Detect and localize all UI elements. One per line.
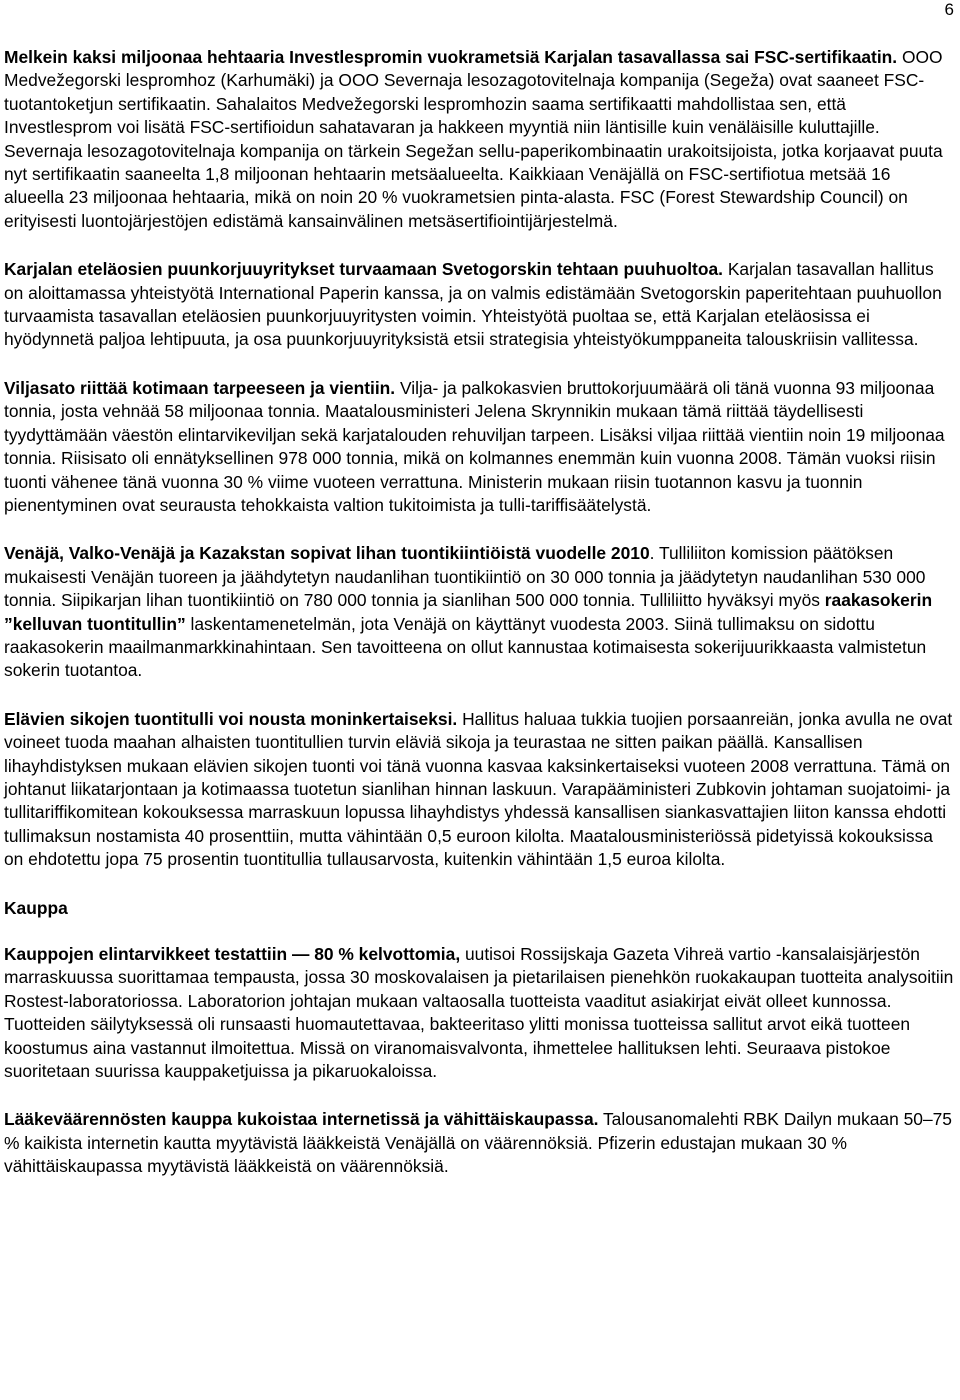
article-text: Vilja- ja palkokasvien bruttokorjuumäärä oli tänä vuonna 93 miljoonaa tonnia, josta vehnää 58 miljoonaa tonnia. Maatalousministeri Jelena Skrynnikin mukaan tämä riittää täydellisesti tyydyttämään väestön elintarvikeviljan sekä karjatalouden rehuviljan tarpeen. Lisäksi viljaa riittää vientiin noin 19 miljoonaa tonnia. Riisisato oli ennätyksellinen 978 000 tonnia, mikä on kolmannes enemmän kuin vuonna 2008. Tämän vuoksi riisin tuonti vähenee tänä vuonna 30 % viime vuoteen verrattuna. Ministerin mukaan riisin tuotannon kasvu ja tuonnin pienentyminen ovat seurausta tehokkaista valtion tukitoimista ja tulli-tariffisäätelystä. <box>4 377 945 515</box>
article-text: Talousanomalehti RBK Dailyn mukaan 50–75 % kaikista internetin kautta myytävistä lääkkeistä Venäjällä on väärennöksiä. Pfizerin edustajan mukaan 30 % vähittäiskaupassa myytävistä lääkkeistä on väärennöksiä. <box>4 1109 952 1177</box>
article-text: Karjalan tasavallan hallitus on aloittamassa yhteistyötä International Paperin kanssa, ja on valmis edistämään Svetogorskin paperitehtaan puuhuollon turvaamista tasavallan eteläosien puunkorjuuyritysten voimin. Yhteistyötä puoltaa se, että Karjalan eteläosissa ei hyödynnetä paljoa lehtipuuta, ja osa puunkorjuuyrityksistä etsii strategisia yhteistyökumppaneita talouskriisin vallitessa. <box>4 259 942 350</box>
article-text-continued: laskentamenetelmän, jota Venäjä on käyttänyt vuodesta 2003. Siinä tullimaksu on sidottu raakasokerin maailmanmarkkinahintaan. Sen tavoitteena on ollut kannustaa kotimaisesta sokerijuurikkaasta valmistetun sokerin tuotantoa. <box>4 613 927 681</box>
article-text: uutisoi Rossijskaja Gazeta Vihreä vartio -kansalaisjärjestön marraskuussa suorittamaa tempausta, jossa 30 moskovalaisen ja pietarilaisen pienehkön ruokakaupan tuotteita analysoitiin Rostest-laboratoriossa. Laboratorion johtajan mukaan valtaosalla tuotteista vaaditut asiakirjat eivät olleet kunnossa. Tuotteiden säilytyksessä oli runsaasti huomautettavaa, bakteeritaso ylitti monissa tuotteissa sallitut arvot eikä tuotteen koostumus aina vastannut ilmoitettua. Missä on viranomaisvalvonta, ihmettelee hallituksen lehti. Seuraava pistokoe suoritetaan suurissa kauppaketjuissa ja pikaruokaloissa. <box>4 944 954 1082</box>
article-counterfeit-drugs <box>4 1108 954 1178</box>
document-body <box>4 46 954 1179</box>
page-number: 6 <box>944 0 954 19</box>
article-headline: Viljasato riittää kotimaan tarpeeseen ja vientiin. <box>4 377 396 398</box>
article-grain-harvest <box>4 377 954 517</box>
article-headline: Venäjä, Valko-Venäjä ja Kazakstan sopivat lihan tuontikiintiöistä vuodelle 2010 <box>4 543 650 564</box>
article-text: OOO Medvežegorski lespromhoz (Karhumäki) ja OOO Severnaja lesozagotovitelnaja kompanija (Segeža) ovat saaneet FSC-tuotantoketjun sertifikaatin. Sahalaitos Medvežegorski lespromhozin saama sertifikaatti mahdollistaa sen, että Investlesprom voi lisätä FSC-sertifioidun sahatavaran ja hakkeen myyntiä niin läntisille kuin venäläisille kuluttajille. Severnaja lesozagotovitelnaja kompanija on tärkein Segežan sellu-paperikombinaatin urakoitsijoista, jotka korjaavat puuta nyt sertifikaatin saaneelta 1,8 miljoonan hehtaarin metsäalueelta. Kaikkiaan Venäjällä on FSC-sertifiotua metsää 16 alueella 23 miljoonaa hehtaaria, mikä on noin 20 % vuokrametsien pinta-alasta. FSC (Forest Stewardship Council) on erityisesti luontojärjestöjen edistämä kansainvälinen metsäsertifiointijärjestelmä. <box>4 47 943 231</box>
section-heading: Kauppa <box>4 897 68 918</box>
article-pig-tariff <box>4 708 954 872</box>
article-karelia-logging <box>4 258 954 352</box>
article-headline: Lääkeväärennösten kauppa kukoistaa internetissä ja vähittäiskaupassa. <box>4 1109 599 1130</box>
section-heading-kauppa <box>4 897 954 920</box>
article-headline: Elävien sikojen tuontitulli voi nousta moninkertaiseksi. <box>4 708 458 729</box>
inline-bold-term: raakasokerin ”kelluvan tuontitullin” <box>4 590 933 634</box>
article-food-testing <box>4 943 954 1083</box>
article-fsc-certification <box>4 46 954 233</box>
article-meat-quotas <box>4 542 954 682</box>
article-headline: Melkein kaksi miljoonaa hehtaaria Investlespromin vuokrametsiä Karjalan tasavallassa sai FSC-sertifikaatin. <box>4 47 898 67</box>
article-headline: Kauppojen elintarvikkeet testattiin — 80 % kelvottomia, <box>4 944 461 964</box>
article-text: . Tulliliiton komission päätöksen mukaisesti Venäjän tuoreen ja jäähdytetyn naudanlihan tuontikiintiö on 30 000 tonnia ja jäädytetyn naudanlihan 530 000 tonnia. Siipikarjan lihan tuontikiintiö on 780 000 tonnia ja sianlihan 500 000 tonnia. Tulliliitto hyväksyi myös <box>4 543 926 611</box>
article-text: Hallitus haluaa tukkia tuojien porsaanreiän, jonka avulla ne ovat voineet tuoda maahan alhaisten tuontitullien turvin eläviä sikoja ja teurastaa ne sitten paikan päällä. Kansallisen lihayhdistyksen mukaan elävien sikojen tuonti voi tänä vuonna kasvaa kaksinkertaiseksi vuoteen 2008 verrattuna. Tämä on johtanut liikatarjontaan ja kotimaassa tuotetun sianlihan hinnan laskuun. Varapääministeri Zubkovin johtaman suojatoimi- ja tullitariffikomitean kokouksessa marraskuun lopussa lihayhdistys yhdessä kansallisen siankasvattajien liiton kanssa ehdotti tullimaksun nostamista 40 prosenttiin, mutta vähintään 0,5 euroon kilolta. Maatalousministeriössä pidetyissä kokouksissa on ehdotettu jopa 75 prosentin tuontitullia tullausarvosta, kuitenkin vähintään 1,5 euroa kilolta. <box>4 708 953 870</box>
article-headline: Karjalan eteläosien puunkorjuuyritykset turvaamaan Svetogorskin tehtaan puuhuoltoa. <box>4 259 723 280</box>
